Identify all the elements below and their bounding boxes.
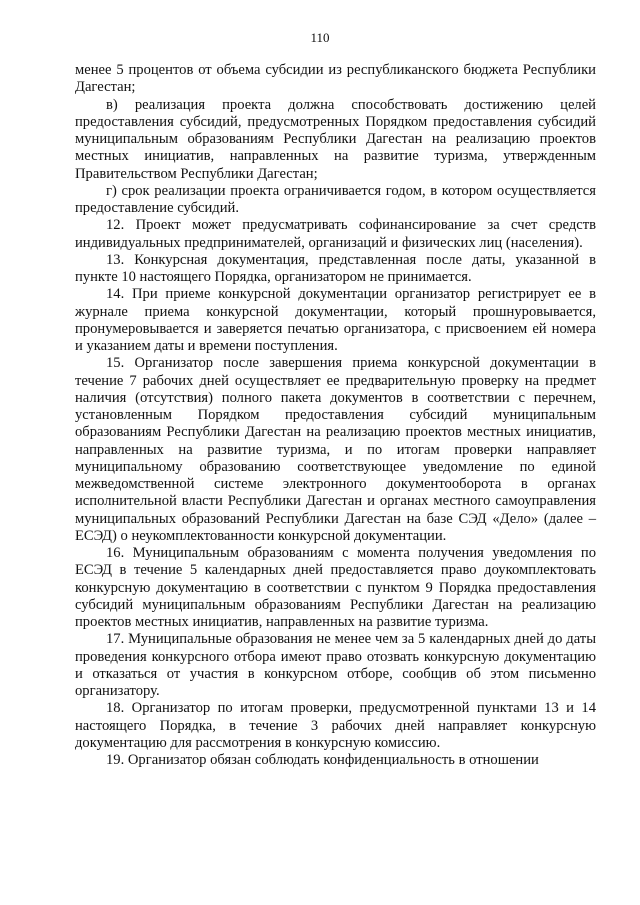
paragraph: 16. Муниципальным образованиям с момента получения уведомления по ЕСЭД в течение 5 календарных дней предоставляется право доукомплектовать конкурсную документацию в соответствии с пунктом 9 Порядка предоставления субсидий муниципальным образованиям Республики Дагестан на реализацию проектов местных инициатив, направленных на развитие туризма. xyxy=(75,545,596,630)
paragraph: менее 5 процентов от объема субсидии из республиканского бюджета Республики Дагестан; xyxy=(75,62,596,96)
paragraph: г) срок реализации проекта ограничивается годом, в котором осуществляется предоставление субсидий. xyxy=(75,182,596,216)
page-number: 110 xyxy=(310,30,330,45)
paragraph: 17. Муниципальные образования не менее чем за 5 календарных дней до даты проведения конкурсного отбора имеют право отозвать конкурсную документацию и отказаться от участия в конкурсном отборе, сообщив об этом письменно организатору. xyxy=(75,631,596,699)
paragraph: 19. Организатор обязан соблюдать конфиденциальность в отношении xyxy=(106,752,539,768)
paragraph: 14. При приеме конкурсной документации организатор регистрирует ее в журнале приема конкурсной документации, который прошнуровывается, пронумеровывается и заверяется печатью организатора, с присвоением ей номера и указанием даты и времени поступления. xyxy=(75,286,596,354)
paragraph: 12. Проект может предусматривать софинансирование за счет средств индивидуальных предпринимателей, организаций и физических лиц (населения). xyxy=(75,217,596,251)
paragraph: 18. Организатор по итогам проверки, предусмотренной пунктами 13 и 14 настоящего Порядка, в течение 3 рабочих дней направляет конкурсную документацию для рассмотрения в конкурсную комиссию. xyxy=(75,700,596,751)
document-body xyxy=(75,62,596,769)
paragraph: 15. Организатор после завершения приема конкурсной документации в течение 7 рабочих дней осуществляет ее предварительную проверку на предмет наличия (отсутствия) полного пакета документов в соответствии с перечнем, установленным Порядком предоставления субсидий муниципальным образованиям Республики Дагестан на реализацию проектов местных инициатив, направленных на развитие туризма, и по итогам проверки направляет муниципальному образованию соответствующее уведомление по единой межведомственной системе электронного документооборота в органах исполнительной власти Республики Дагестан и органах местного самоуправления муниципальных образований Республики Дагестан на базе СЭД «Дело» (далее – ЕСЭД) о неукомплектованности конкурсной документации. xyxy=(75,355,596,544)
paragraph: в) реализация проекта должна способствовать достижению целей предоставления субсидий, предусмотренных Порядком предоставления субсидий муниципальным образованиям Республики Дагестан на реализацию проектов местных инициатив, направленных на развитие туризма, утвержденным Правительством Республики Дагестан; xyxy=(75,96,596,182)
paragraph: 13. Конкурсная документация, представленная после даты, указанной в пункте 10 настоящего Порядка, организатором не принимается. xyxy=(75,251,596,285)
